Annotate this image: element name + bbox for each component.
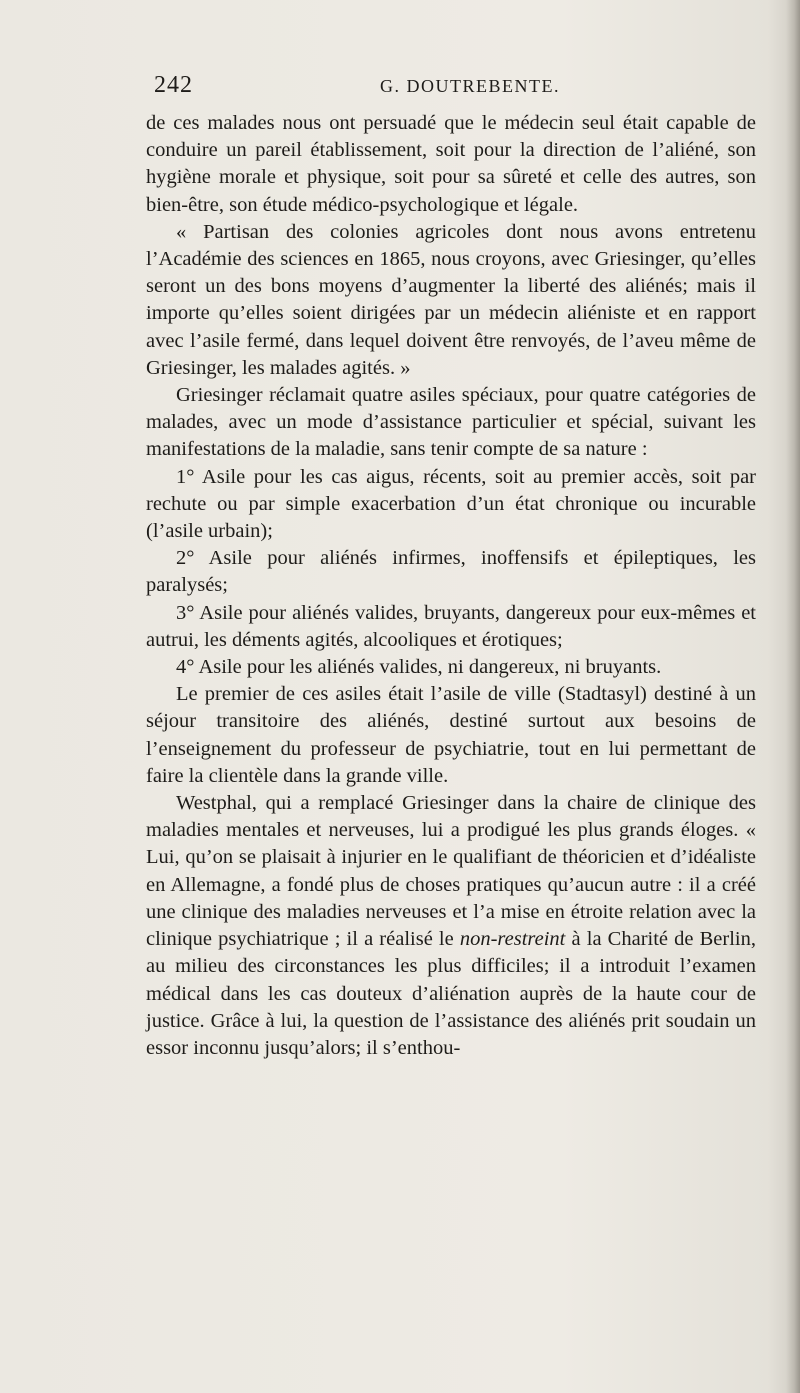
italic-term: non-restreint xyxy=(459,928,566,951)
list-item-asile-2: 2° Asile pour aliénés infirmes, inoffensifs et épileptiques, les paralysés; xyxy=(146,547,756,597)
list-item-asile-1: 1° Asile pour les cas aigus, récents, soit au premier accès, soit par rechute ou par simple exacerbation d’un état chronique ou incurable (l’asile urbain); xyxy=(146,465,756,543)
paragraph-griesinger: Griesinger réclamait quatre asiles spéciaux, pour quatre catégories de malades, avec un mode d’assistance particulier et spécial, suivant les manifestations de la maladie, sans tenir compte de sa nature : xyxy=(146,384,756,461)
paragraph-westphal-part-1: Westphal, qui a remplacé Griesinger dans la chaire de clinique des maladies mentales et nerveuses, lui a prodigué les plus grands éloges. « Lui, qu’on se plaisait à injurier en le qualifiant de théoricien et d’idéaliste en Allemagne, a fondé plus de choses pratiques qu’aucun autre : il a créé une clinique des maladies nerveuses et l’a mise en étroite relation avec la clinique psychiatrique ; il a réalisé le xyxy=(146,792,756,951)
page-edge-shadow xyxy=(786,0,800,1393)
list-item-asile-4: 4° Asile pour les aliénés valides, ni dangereux, ni bruyants. xyxy=(176,656,662,679)
paragraph-quote: « Partisan des colonies agricoles dont nous avons entretenu l’Académie des sciences en 1865, nous croyons, avec Griesinger, qu’elles seront un des bons moyens d’augmenter la liberté des aliénés; mais il importe qu’elles soient dirigées par un médecin aliéniste et en rapport avec l’asile fermé, dans lequel doivent être renvoyés, de l’aveu même de Griesinger, les malades agités. » xyxy=(146,220,756,379)
paragraph-stadtasyl: Le premier de ces asiles était l’asile de ville (Stadtasyl) destiné à un séjour transitoire des aliénés, destiné surtout aux besoins de l’enseignement du professeur de psychiatrie, tout en lui permettant de faire la clientèle dans la grande ville. xyxy=(146,683,756,787)
list-item-asile-3: 3° Asile pour aliénés valides, bruyants, dangereux pour eux-mêmes et autrui, les déments agités, alcooliques et érotiques; xyxy=(146,601,756,651)
paragraph-westphal xyxy=(146,790,756,1062)
page-header xyxy=(146,72,756,106)
running-head: G. DOUTREBENTE. xyxy=(380,76,560,96)
page-number: 242 xyxy=(154,72,193,98)
paragraph-continued: de ces malades nous ont persuadé que le médecin seul était capable de conduire un pareil établissement, soit pour la direction de l’aliéné, son hygiène morale et physique, soit pour sa sûreté et celle des autres, son bien-être, son étude médico-psychologique et légale. xyxy=(146,112,756,216)
body-text xyxy=(146,110,756,1062)
paragraph-westphal-part-2: à la Charité de Berlin, au milieu des circonstances les plus difficiles; il a introduit l’examen médical dans les cas douteux d’aliénation auprès de la haute cour de justice. Grâce à lui, la question de l’assistance des aliénés prit soudain un essor inconnu jusqu’alors; il s’enthou- xyxy=(146,928,756,1059)
